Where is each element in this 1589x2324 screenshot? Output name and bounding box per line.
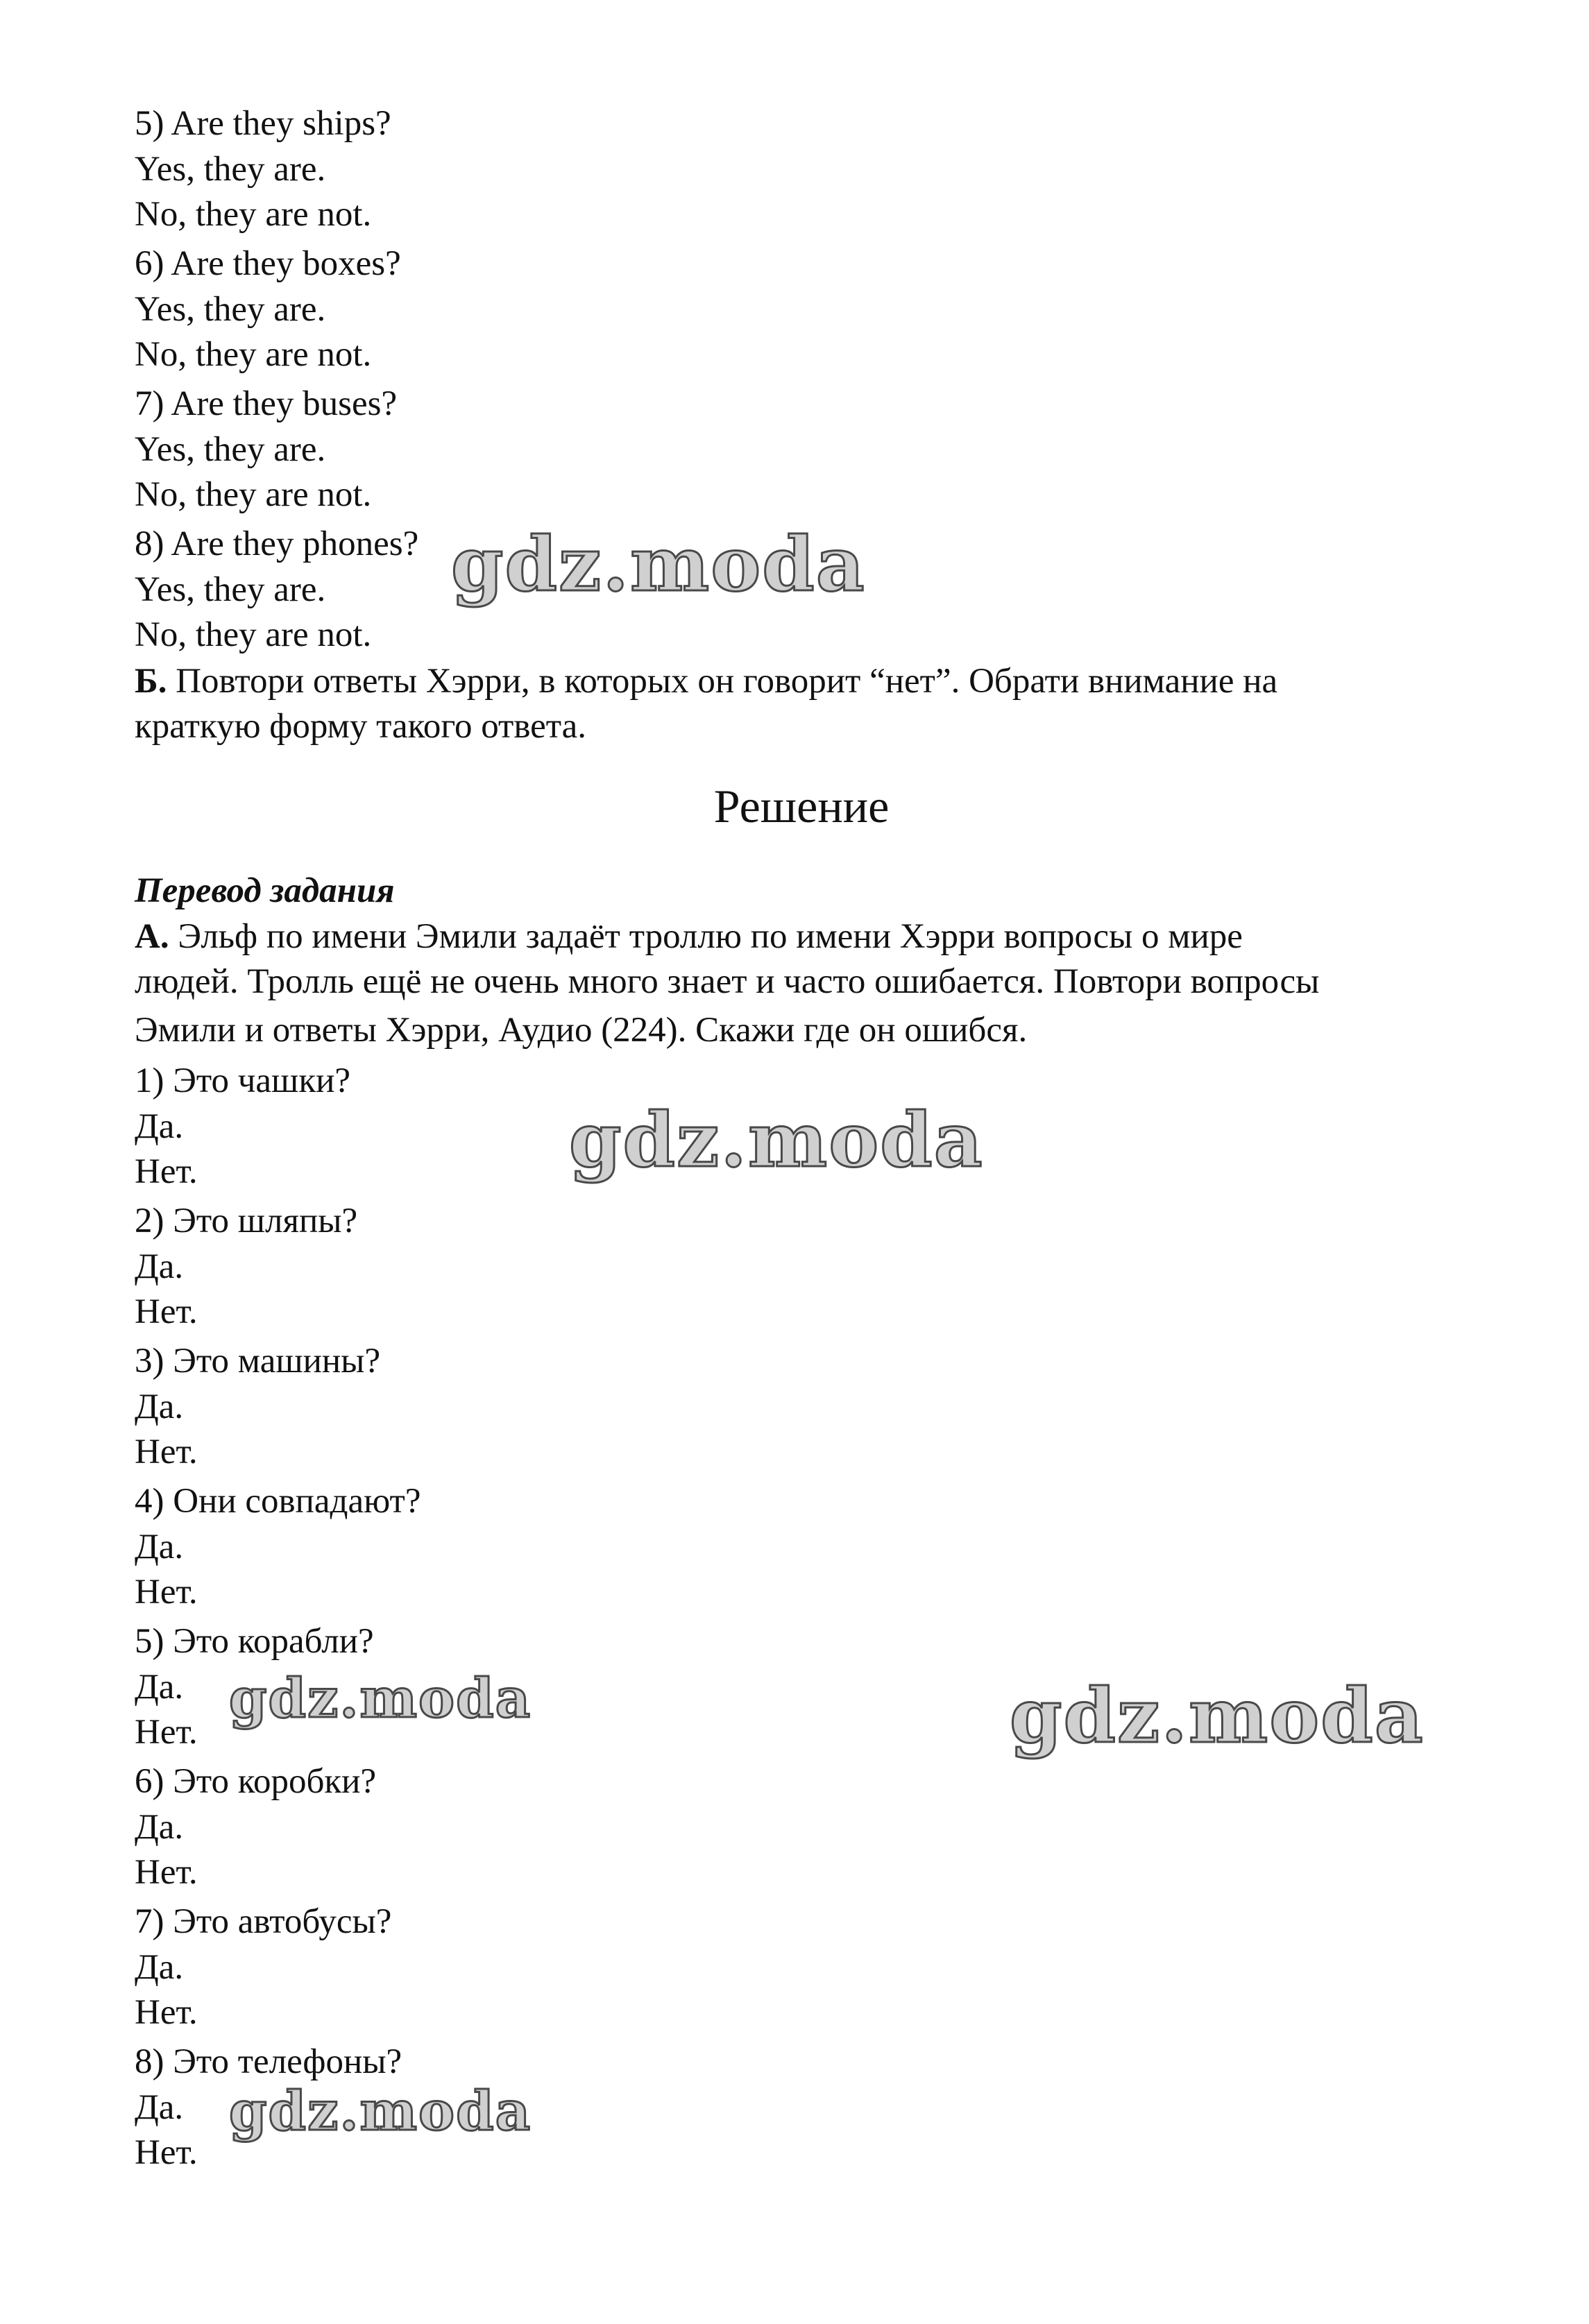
question-line: 2) Это шляпы? (135, 1202, 358, 1240)
question-line: 7) Это автобусы? (135, 1902, 392, 1941)
watermark: gdz.moda (569, 1097, 984, 1184)
answer-yes: Да. (135, 1948, 184, 1987)
answer-no: No, they are not. (135, 615, 372, 654)
translation-line-1 (135, 916, 1243, 957)
answer-no: No, they are not. (135, 195, 372, 234)
answer-no: Нет. (135, 1152, 198, 1191)
question-line: 4) Они совпадают? (135, 1482, 421, 1521)
answer-yes: Да. (135, 2088, 184, 2127)
task-b-label: Б. (135, 662, 167, 701)
question-line: 1) Это чашки? (135, 1061, 351, 1100)
watermark: gdz.moda (1010, 1673, 1425, 1760)
answer-yes: Да. (135, 1668, 184, 1707)
question-line: 5) Это корабли? (135, 1622, 374, 1661)
question-line: 6) Are they boxes? (135, 244, 401, 283)
task-b-text: Повтори ответы Хэрри, в которых он говорит “нет”. Обрати внимание на (167, 662, 1278, 701)
answer-yes: Да. (135, 1247, 184, 1286)
watermark: gdz.moda (451, 521, 866, 608)
answer-no: Нет. (135, 1433, 198, 1471)
task-b-line-1 (135, 660, 1277, 702)
answer-yes: Да. (135, 1528, 184, 1566)
translation-heading: Перевод задания (135, 871, 395, 910)
translation-label: А. (135, 917, 169, 956)
question-line: 6) Это коробки? (135, 1762, 377, 1801)
question-line: 7) Are they buses? (135, 384, 398, 423)
answer-yes: Да. (135, 1107, 184, 1146)
answer-yes: Yes, they are. (135, 150, 326, 189)
answer-no: Нет. (135, 1573, 198, 1612)
answer-yes: Yes, they are. (135, 570, 326, 609)
translation-line-2: людей. Тролль ещё не очень много знает и часто ошибается. Повтори вопросы (135, 962, 1320, 1001)
question-line: 8) Are they phones? (135, 524, 419, 563)
answer-no: Нет. (135, 1993, 198, 2032)
answer-yes: Да. (135, 1808, 184, 1847)
answer-yes: Да. (135, 1387, 184, 1426)
question-line: 5) Are they ships? (135, 104, 391, 143)
translation-line-3: Эмили и ответы Хэрри, Аудио (224). Скажи где он ошибся. (135, 1011, 1028, 1050)
question-line: 3) Это машины? (135, 1342, 381, 1381)
watermark: gdz.moda (229, 2080, 532, 2143)
question-line: 8) Это телефоны? (135, 2042, 402, 2081)
translation-text: Эльф по имени Эмили задаёт троллю по имени Хэрри вопросы о мире (169, 917, 1243, 956)
task-b-line-2: краткую форму такого ответа. (135, 707, 587, 746)
solution-title: Решение (713, 780, 890, 832)
answer-no: Нет. (135, 1853, 198, 1892)
answer-no: Нет. (135, 1713, 198, 1752)
answer-no: No, they are not. (135, 335, 372, 374)
watermark: gdz.moda (229, 1667, 532, 1730)
answer-yes: Yes, they are. (135, 430, 326, 469)
answer-yes: Yes, they are. (135, 290, 326, 329)
answer-no: Нет. (135, 2133, 198, 2172)
answer-no: No, they are not. (135, 475, 372, 514)
answer-no: Нет. (135, 1292, 198, 1331)
